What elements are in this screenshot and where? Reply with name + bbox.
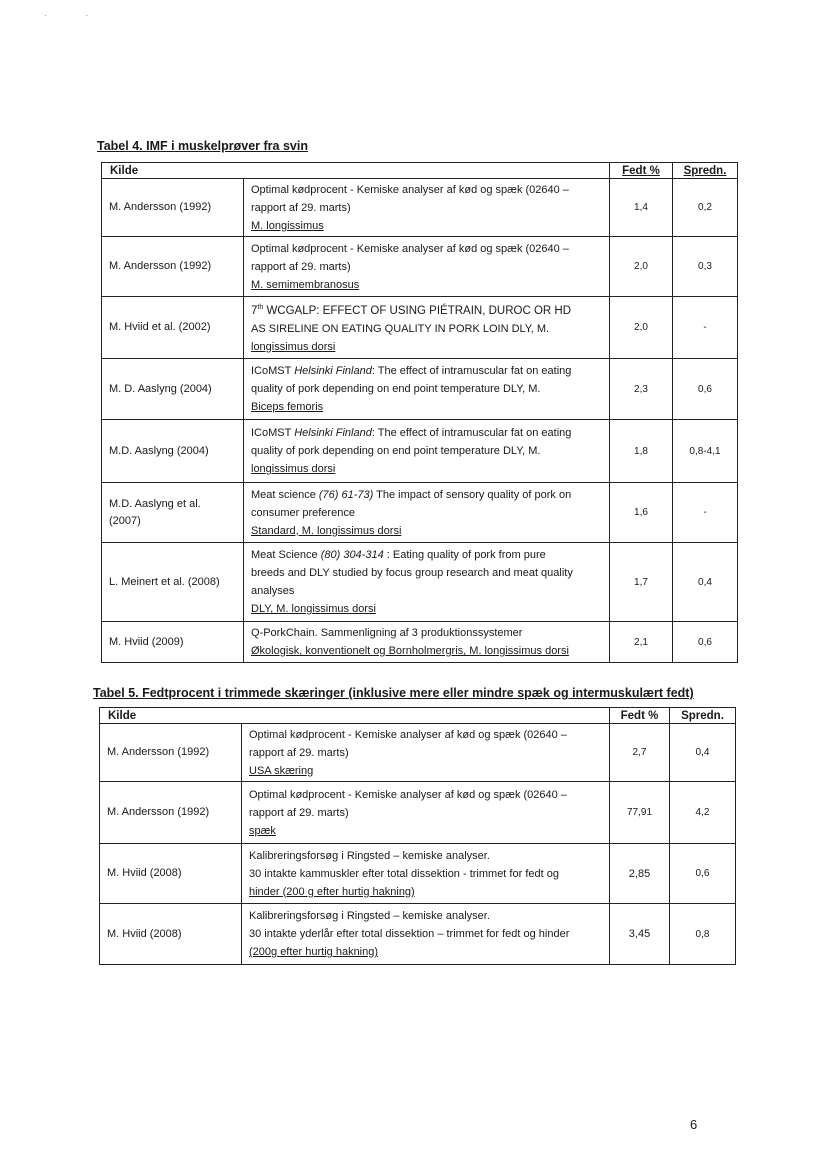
source-cell: M.D. Aaslyng (2004) <box>102 420 244 483</box>
description-cell: Optimal kødprocent - Kemiske analyser af kød og spæk (02640 – rapport af 29. marts) M. longissimus <box>244 179 610 237</box>
spredn-cell: 0,6 <box>673 622 738 663</box>
spredn-cell: 0,8 <box>670 904 736 965</box>
table4-header-row <box>102 163 738 179</box>
table-row <box>102 179 738 237</box>
table-row <box>102 483 738 543</box>
source-cell: L. Meinert et al. (2008) <box>102 543 244 622</box>
description-cell: Meat science (76) 61-73) The impact of sensory quality of pork on consumer preference Standard, M. longissimus dorsi <box>244 483 610 543</box>
header-spredn: Spredn. <box>670 708 736 724</box>
table4-title: Tabel 4. IMF i muskelprøver fra svin <box>97 139 308 153</box>
description-cell: Kalibreringsforsøg i Ringsted – kemiske analyser. 30 intakte yderlår efter total dissektion – trimmet for fedt og hinder (200g efter hurtig hakning) <box>242 904 610 965</box>
table-row <box>102 543 738 622</box>
fedt-cell: 2,1 <box>610 622 673 663</box>
spredn-cell: 0,4 <box>673 543 738 622</box>
fedt-cell: 2,7 <box>610 724 670 782</box>
table4 <box>101 162 738 663</box>
source-cell: M. Hviid et al. (2002) <box>102 297 244 359</box>
table5-header-row <box>100 708 736 724</box>
table5 <box>99 707 736 965</box>
table-row <box>102 297 738 359</box>
header-fedt: Fedt % <box>610 163 673 179</box>
spredn-cell: - <box>673 483 738 543</box>
fedt-cell: 1,6 <box>610 483 673 543</box>
source-cell: M.D. Aaslyng et al. (2007) <box>102 483 244 543</box>
fedt-cell: 2,85 <box>610 844 670 904</box>
header-spredn: Spredn. <box>673 163 738 179</box>
header-kilde: Kilde <box>102 163 610 179</box>
fedt-cell: 3,45 <box>610 904 670 965</box>
fedt-cell: 1,7 <box>610 543 673 622</box>
source-cell: M. Hviid (2009) <box>102 622 244 663</box>
table-row <box>100 724 736 782</box>
spredn-cell: 0,3 <box>673 237 738 297</box>
source-cell: M. Andersson (1992) <box>100 782 242 844</box>
spredn-cell: - <box>673 297 738 359</box>
spredn-cell: 0,2 <box>673 179 738 237</box>
description-cell: ICoMST Helsinki Finland: The effect of intramuscular fat on eating quality of pork depending on end point temperature DLY, M. longissimus dorsi <box>244 420 610 483</box>
table-row <box>100 782 736 844</box>
fedt-cell: 2,3 <box>610 359 673 420</box>
scan-marks: · · <box>44 10 107 20</box>
table-row <box>102 420 738 483</box>
spredn-cell: 0,8-4,1 <box>673 420 738 483</box>
description-cell: Optimal kødprocent - Kemiske analyser af kød og spæk (02640 – rapport af 29. marts) M. semimembranosus <box>244 237 610 297</box>
table-row <box>102 359 738 420</box>
table-row <box>102 622 738 663</box>
spredn-cell: 0,4 <box>670 724 736 782</box>
description-cell: Optimal kødprocent - Kemiske analyser af kød og spæk (02640 – rapport af 29. marts) USA skæring <box>242 724 610 782</box>
spredn-cell: 0,6 <box>673 359 738 420</box>
page-number: 6 <box>690 1117 698 1132</box>
description-cell: Meat Science (80) 304-314 : Eating quality of pork from pure breeds and DLY studied by focus group research and meat quality analyses DLY, M. longissimus dorsi <box>244 543 610 622</box>
description-cell: ICoMST Helsinki Finland: The effect of intramuscular fat on eating quality of pork depending on end point temperature DLY, M. Biceps femoris <box>244 359 610 420</box>
description-cell: Optimal kødprocent - Kemiske analyser af kød og spæk (02640 – rapport af 29. marts) spæk <box>242 782 610 844</box>
table5-title: Tabel 5. Fedtprocent i trimmede skæringer (inklusive mere eller mindre spæk og intermuskulært fedt) <box>93 686 694 700</box>
fedt-cell: 1,8 <box>610 420 673 483</box>
source-cell: M. Andersson (1992) <box>102 179 244 237</box>
table-row <box>100 844 736 904</box>
fedt-cell: 1,4 <box>610 179 673 237</box>
description-cell: Kalibreringsforsøg i Ringsted – kemiske analyser. 30 intakte kammuskler efter total dissektion - trimmet for fedt og hinder (200 g efter hurtig hakning) <box>242 844 610 904</box>
table-row <box>100 904 736 965</box>
fedt-cell: 2,0 <box>610 237 673 297</box>
header-kilde: Kilde <box>100 708 610 724</box>
source-cell: M. D. Aaslyng (2004) <box>102 359 244 420</box>
table-row <box>102 237 738 297</box>
description-cell: 7th WCGALP: EFFECT OF USING PIÉTRAIN, DUROC OR HD AS SIRELINE ON EATING QUALITY IN PORK LOIN DLY, M. longissimus dorsi <box>244 297 610 359</box>
spredn-cell: 4,2 <box>670 782 736 844</box>
source-cell: M. Andersson (1992) <box>100 724 242 782</box>
source-cell: M. Andersson (1992) <box>102 237 244 297</box>
description-cell: Q-PorkChain. Sammenligning af 3 produktionssystemer Økologisk, konventionelt og Bornholmergris, M. longissimus dorsi <box>244 622 610 663</box>
source-cell: M. Hviid (2008) <box>100 904 242 965</box>
source-cell: M. Hviid (2008) <box>100 844 242 904</box>
fedt-cell: 2,0 <box>610 297 673 359</box>
header-fedt: Fedt % <box>610 708 670 724</box>
spredn-cell: 0,6 <box>670 844 736 904</box>
fedt-cell: 77,91 <box>610 782 670 844</box>
